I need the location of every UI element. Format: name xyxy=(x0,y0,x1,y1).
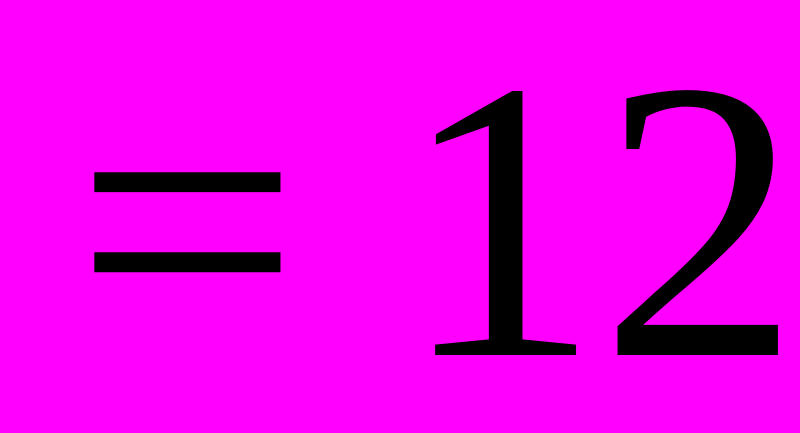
equation-text: = 12 xyxy=(74,0,800,433)
